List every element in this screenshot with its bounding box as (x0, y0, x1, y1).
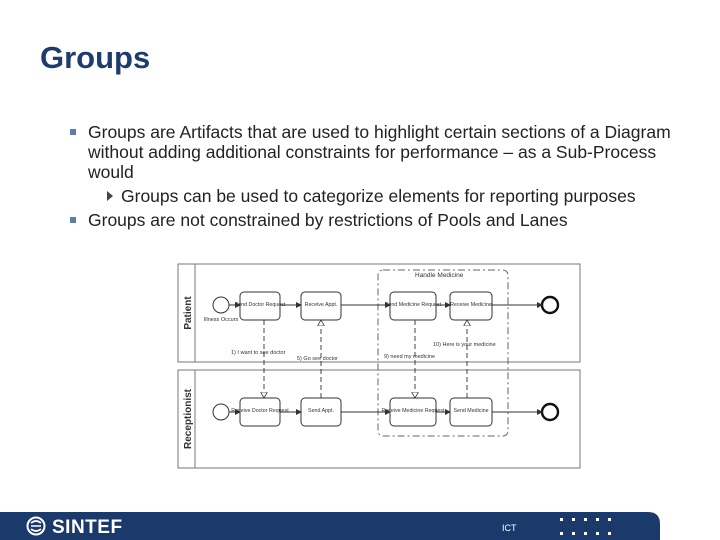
start-event-patient (213, 297, 229, 313)
task-label: Send Appt. (308, 408, 334, 414)
sintef-logo-text: SINTEF (52, 517, 123, 538)
bullet-list (70, 122, 690, 230)
decorative-dot-grid (558, 516, 618, 538)
bullet-2-text: Groups can be used to categorize elements for reporting purposes (121, 186, 636, 206)
task-label: Receive Medicine Request (381, 408, 445, 414)
bullet-2 (70, 186, 690, 206)
square-bullet-icon (70, 129, 76, 135)
pool-label-patient: Patient (183, 296, 194, 330)
slide-title: Groups (40, 40, 151, 75)
message-label: 5) Go see doctor (297, 356, 338, 362)
task-label: Receive Appt. (304, 302, 338, 308)
bpmn-diagram (177, 260, 581, 470)
message-label: 1) I want to see doctor (231, 350, 286, 356)
bullet-3-text: Groups are not constrained by restrictions of Pools and Lanes (88, 210, 568, 230)
end-event-patient (542, 297, 558, 313)
task-label: Send Medicine Request (384, 302, 442, 308)
task-label: Send Medicine (453, 408, 489, 414)
start-event-label: Illness Occurs (203, 317, 239, 323)
bullet-1-text: Groups are Artifacts that are used to highlight certain sections of a Diagram without adding additional constraints for performance – as a Sub-Process would (88, 122, 671, 182)
triangle-bullet-icon (107, 191, 113, 201)
footer-unit-label: ICT (502, 523, 517, 533)
task-label: Receive Doctor Request (231, 408, 289, 414)
sintef-logo-icon (26, 516, 46, 536)
end-event-receptionist (542, 404, 558, 420)
square-bullet-icon (70, 217, 76, 223)
pool-label-receptionist: Receptionist (183, 388, 194, 450)
bullet-1 (70, 122, 690, 182)
bullet-3 (70, 210, 690, 230)
message-label: 10) Here is your medicine (433, 342, 496, 348)
start-event-receptionist (213, 404, 229, 420)
pool-receptionist (178, 370, 580, 468)
pool-patient (178, 264, 580, 362)
task-label: Receive Medicine (450, 302, 492, 308)
task-label: Send Doctor Request (234, 302, 286, 308)
group-label: Handle Medicine (415, 272, 464, 279)
svg-text:Illness Occurs (204, 317, 239, 323)
message-label: 9) need my medicine (384, 354, 436, 360)
